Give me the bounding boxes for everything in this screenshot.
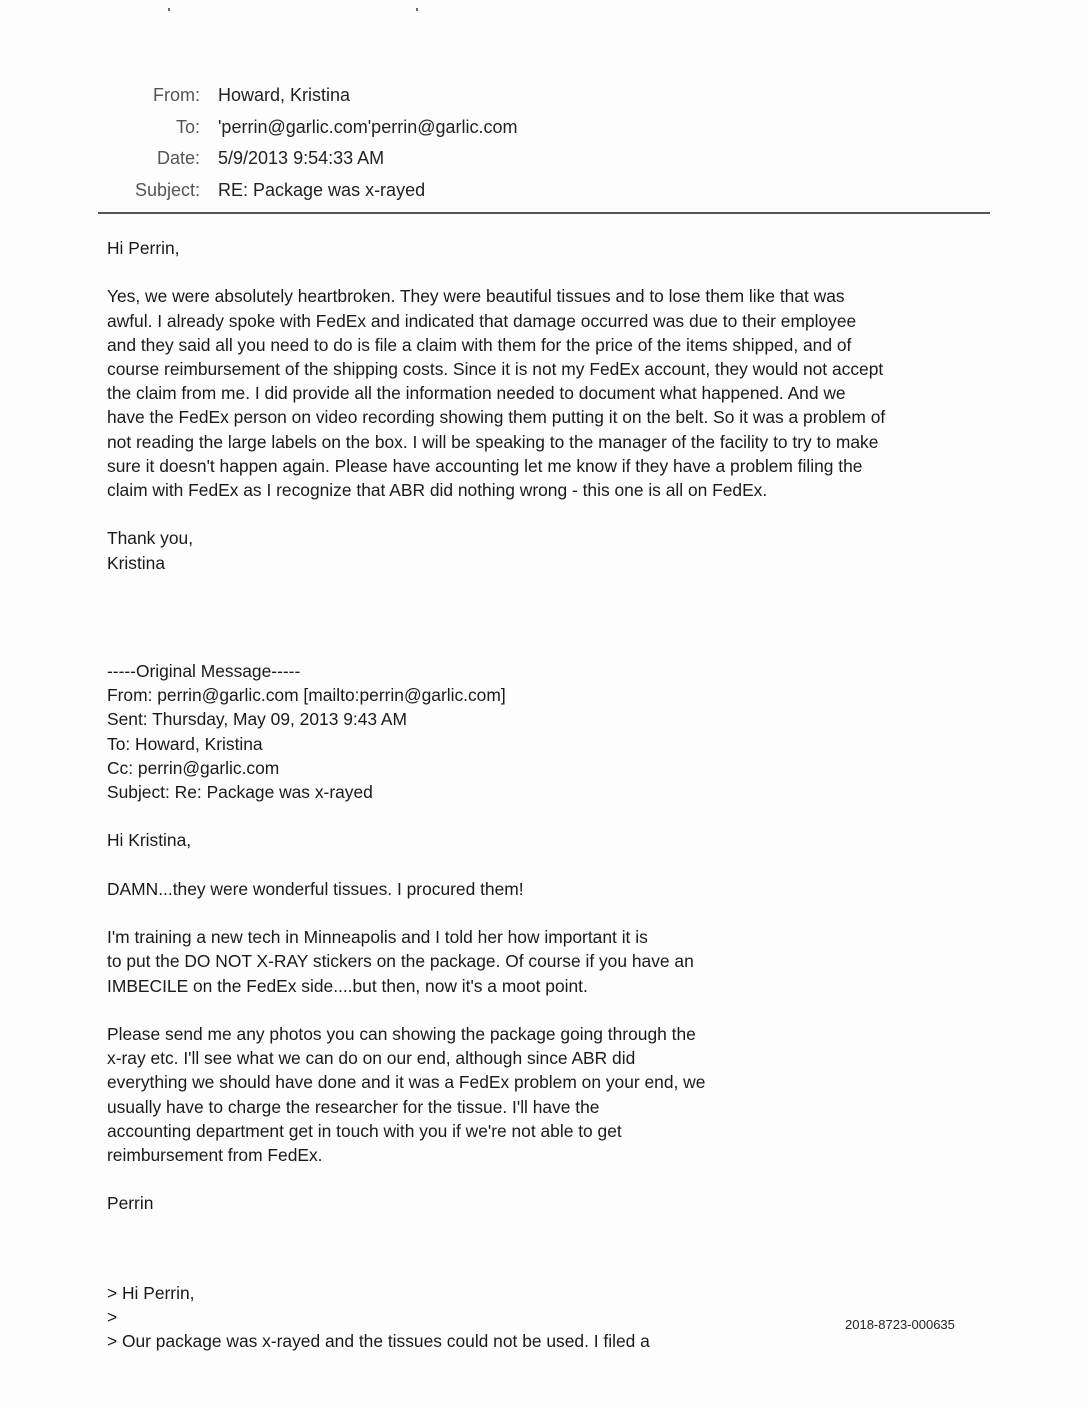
original-sent: Sent: Thursday, May 09, 2013 9:43 AM <box>107 709 408 730</box>
quoted-line: > Hi Perrin, <box>107 1283 195 1303</box>
reply-message <box>107 236 885 575</box>
header-subject-row <box>118 175 518 207</box>
header-divider <box>98 212 990 214</box>
scan-mark <box>168 8 170 11</box>
email-header <box>118 80 518 206</box>
to-label: To: <box>175 116 200 137</box>
from-label: From: <box>153 85 200 106</box>
original-signature: Perrin <box>107 1193 154 1214</box>
date-value: 5/9/2013 9:54:33 AM <box>218 148 385 169</box>
scan-mark <box>416 8 418 11</box>
to-value: 'perrin@garlic.com'perrin@garlic.com <box>218 116 518 137</box>
original-cc: Cc: perrin@garlic.com <box>107 757 280 778</box>
original-paragraph-3: Please send me any photos you can showing the package going through the x-ray etc. I'll see what we can do on our end, although since ABR did everything we should have done and it was a FedEx problem on your end, we usually have to charge the researcher for the tissue. I'll have the accounting department get in touch with you if we're not able to get reimbursement from FedEx. <box>107 1023 706 1165</box>
quoted-message <box>107 1281 650 1354</box>
header-date-row <box>118 143 518 175</box>
reply-closing: Thank you, <box>107 528 194 549</box>
subject-label: Subject: <box>134 179 200 200</box>
original-to: To: Howard, Kristina <box>107 733 263 754</box>
quoted-line: > Our package was x-rayed and the tissues could not be used. I filed a <box>107 1331 650 1352</box>
reply-body: Yes, we were absolutely heartbroken. They were beautiful tissues and to lose them like that was awful. I already spoke with FedEx and indicated that damage occurred was due to their employee and they said all you need to do is file a claim with them for the price of the items shipped, and of course reimbursement of the shipping costs. Since it is not my FedEx account, they would not accept the claim from me. I did provide all the information needed to document what happened. And we have the FedEx person on video recording showing them putting it on the belt. So it was a problem of not reading the large labels on the box. I will be speaking to the manager of the facility to try to make sure it doesn't happen again. Please have accounting let me know if they have a problem filing the claim with FedEx as I recognize that ABR did nothing wrong - this one is all on FedEx. <box>107 286 886 501</box>
original-paragraph-1: DAMN...they were wonderful tissues. I procured them! <box>107 878 524 899</box>
original-greeting: Hi Kristina, <box>107 830 192 851</box>
bates-number: 2018-8723-000635 <box>845 1317 955 1332</box>
original-paragraph-2: I'm training a new tech in Minneapolis and I told her how important it is to put the DO NOT X-RAY stickers on the package. Of course if you have an IMBECILE on the FedEx side....but then, now it's a moot point. <box>107 927 694 996</box>
original-from: From: perrin@garlic.com [mailto:perrin@garlic.com] <box>107 685 506 706</box>
date-label: Date: <box>156 148 200 169</box>
original-subject: Subject: Re: Package was x-rayed <box>107 782 373 803</box>
quoted-line: > <box>107 1307 118 1328</box>
reply-greeting: Hi Perrin, <box>107 238 180 258</box>
from-value: Howard, Kristina <box>218 85 351 106</box>
original-separator: -----Original Message----- <box>107 661 301 681</box>
reply-signature: Kristina <box>107 552 165 573</box>
original-message <box>107 659 705 1216</box>
header-from-row <box>118 80 518 112</box>
header-to-row <box>118 112 518 144</box>
subject-value: RE: Package was x-rayed <box>218 179 426 200</box>
